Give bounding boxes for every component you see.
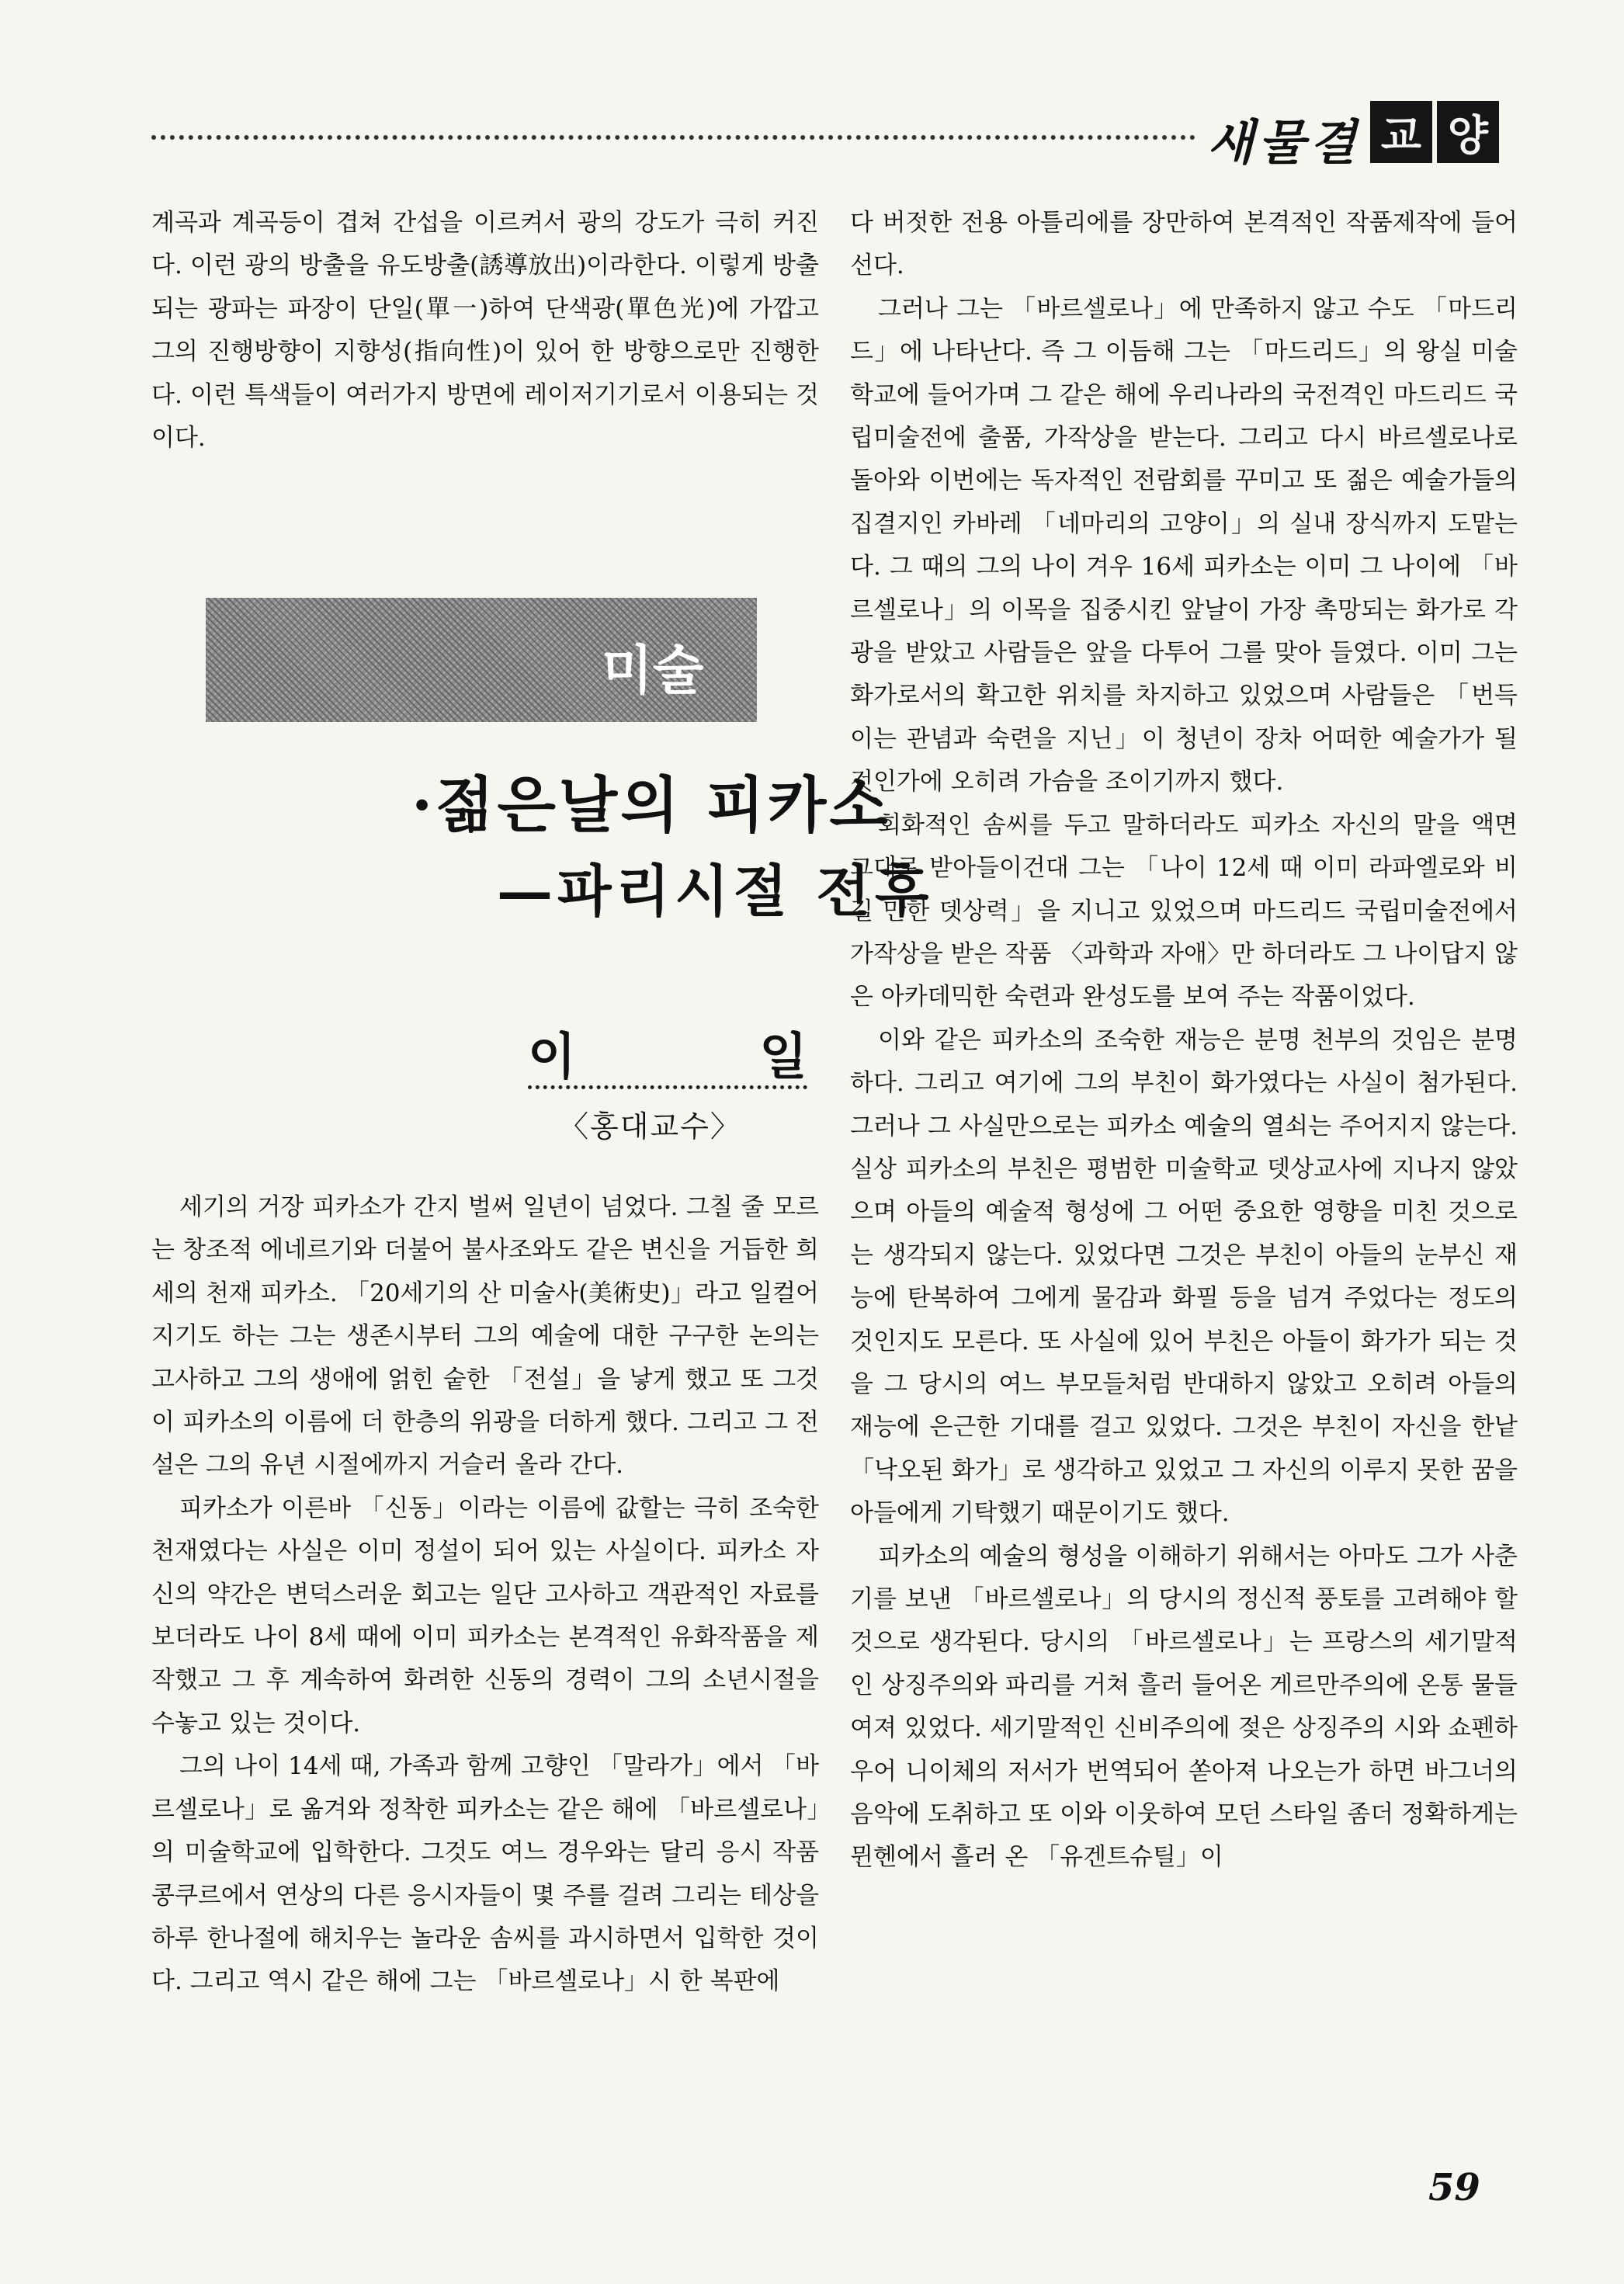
paragraph: 계곡과 계곡등이 겹쳐 간섭을 이르켜서 광의 강도가 극히 커진다. 이런 광의 방출을 유도방출(誘導放出)이라한다. 이렇게 방출되는 광파는 파장이 단일(單一)하여 단색광(單色光)에 가깝고 그의 진행방향이 지향성(指向性)이 있어 한 방향으로만 진행한다. 이런 특색들이 여러가지 방면에 레이저기기로서 이용되는 것이다. [151,209,819,453]
author-affiliation: 〈홍대교수〉 [559,1109,741,1144]
left-column-top [151,202,819,460]
page-number: 59 [1428,2166,1480,2209]
category-badges [1370,101,1499,163]
paragraph: 세기의 거장 피카소가 간지 벌써 일년이 넘었다. 그칠 줄 모르는 창조적 에네르기와 더불어 불사조와도 같은 변신을 거듭한 희세의 천재 피카소. 「20세기의 산 미술사(美術史)」라고 일컬어지기도 하는 그는 생존시부터 그의 예술에 대한 구구한 논의는 고사하고 그의 생애에 얽힌 숱한 「전설」을 낳게 했고 또 그것이 피카소의 이름에 더 한층의 위광을 더하게 했다. 그리고 그 전설은 그의 유년 시절에까지 거슬러 올라 간다. [151,1193,819,1480]
magazine-section-title: 새물결 [1207,114,1361,171]
category-badge-2: 양 [1437,101,1499,163]
left-column-body [151,1186,819,2004]
right-column-body [850,202,1518,1880]
author-name-part: 일 [759,1028,807,1086]
author-name [528,1017,807,1087]
paragraph: 회화적인 솜씨를 두고 말하더라도 피카소 자신의 말을 액면 그대로 받아들이건대 그는 「나이 12세 때 이미 라파엘로와 비길 만한 뎃상력」을 지니고 있었으며 마드리드 국립미술전에서 가작상을 받은 작품 〈과학과 자애〉만 하더라도 그 나이답지 않은 아카데믹한 숙련과 완성도를 보여 주는 작품이었다. [850,811,1518,1012]
section-label: 미술 [602,640,704,702]
header-dotted-rule [151,135,1195,140]
paragraph: 그의 나이 14세 때, 가족과 함께 고향인 「말라가」에서 「바르셀로나」로 옮겨와 정착한 피카소는 같은 해에 「바르셀로나」의 미술학교에 입학한다. 그것도 여느 경우와는 달리 응시 작품 콩쿠르에서 연상의 다른 응시자들이 몇 주를 걸려 그리는 테상을 하루 한나절에 해치우는 놀라운 솜씨를 과시하면서 입학한 것이다. 그리고 역시 같은 해에 그는 「바르셀로나」시 한 복판에 [151,1752,819,1996]
paragraph: 피카소의 예술의 형성을 이해하기 위해서는 아마도 그가 사춘기를 보낸 「바르셀로나」의 당시의 정신적 풍토를 고려해야 할 것으로 생각된다. 당시의 「바르셀로나」는 프랑스의 세기말적인 상징주의와 파리를 거쳐 흘러 들어온 게르만주의에 온통 물들여져 있었다. 세기말적인 신비주의에 젖은 상징주의 시와 쇼펜하우어 니이체의 저서가 번역되어 쏟아져 나오는가 하면 바그너의 음악에 도취하고 또 이와 이웃하여 모던 스타일 좀더 정확하게는 뮌헨에서 흘러 온 「유겐트슈틸」이 [850,1542,1518,1872]
category-badge-1: 교 [1370,101,1432,163]
article-subtitle: —파리시절 전후 [497,858,934,924]
author-dotted-rule [528,1085,807,1089]
paragraph: 피카소가 이른바 「신동」이라는 이름에 값할는 극히 조숙한 천재였다는 사실은 이미 정설이 되어 있는 사실이다. 피카소 자신의 약간은 변덕스러운 회고는 일단 고사하고 객관적인 자료를 보더라도 나이 8세 때에 이미 피카소는 본격적인 유화작품을 제작했고 그 후 계속하여 화려한 신동의 경력이 그의 소년시절을 수놓고 있는 것이다. [151,1494,819,1737]
paragraph: 이와 같은 피카소의 조숙한 재능은 분명 천부의 것임은 분명하다. 그리고 여기에 그의 부친이 화가였다는 사실이 첨가된다. 그러나 그 사실만으로는 피카소 예술의 열쇠는 주어지지 않는다. 실상 피카소의 부친은 평범한 미술학교 뎃상교사에 지나지 않았으며 아들의 예술적 형성에 그 어떤 중요한 영향을 미친 것으로는 생각되지 않는다. 있었다면 그것은 부친이 아들의 눈부신 재능에 탄복하여 그에게 물감과 화필 등을 넘겨 주었다는 정도의 것인지도 모른다. 또 사실에 있어 부친은 아들이 화가가 되는 것을 그 당시의 여느 부모들처럼 반대하지 않았고 오히려 아들의 재능에 은근한 기대를 걸고 있었다. 그것은 부친이 자신을 한낱 「낙오된 화가」로 생각하고 있었고 그 자신의 이루지 못한 꿈을 아들에게 기탁했기 때문이기도 했다. [850,1026,1518,1528]
page-header [151,101,1506,171]
author-name-part: 이 [528,1028,576,1086]
paragraph: 그러나 그는 「바르셀로나」에 만족하지 않고 수도 「마드리드」에 나타난다. 즉 그 이듬해 그는 「마드리드」의 왕실 미술학교에 들어가며 그 같은 해에 우리나라의 국전격인 마드리드 국립미술전에 출품, 가작상을 받는다. 그리고 다시 바르셀로나로 돌아와 이번에는 독자적인 전람회를 꾸미고 또 젊은 예술가들의 집결지인 카바레 「네마리의 고양이」의 실내 장식까지 도맡는다. 그 때의 그의 나이 겨우 16세 피카소는 이미 그 나이에 「바르셀로나」의 이목을 집중시킨 앞날이 가장 촉망되는 화가로 각광을 받았고 사람들은 앞을 다투어 그를 맞아 들였다. 이미 그는 화가로서의 확고한 위치를 차지하고 있었으며 사람들은 「번득이는 관념과 숙련을 지닌」이 청년이 장차 어떠한 예술가가 될 것인가에 오히려 가슴을 조이기까지 했다. [850,294,1518,797]
section-banner [206,598,757,722]
article-title: ·젊은날의 피카소 [411,770,891,841]
paragraph: 다 버젓한 전용 아틀리에를 장만하여 본격적인 작품제작에 들어선다. [850,209,1518,280]
